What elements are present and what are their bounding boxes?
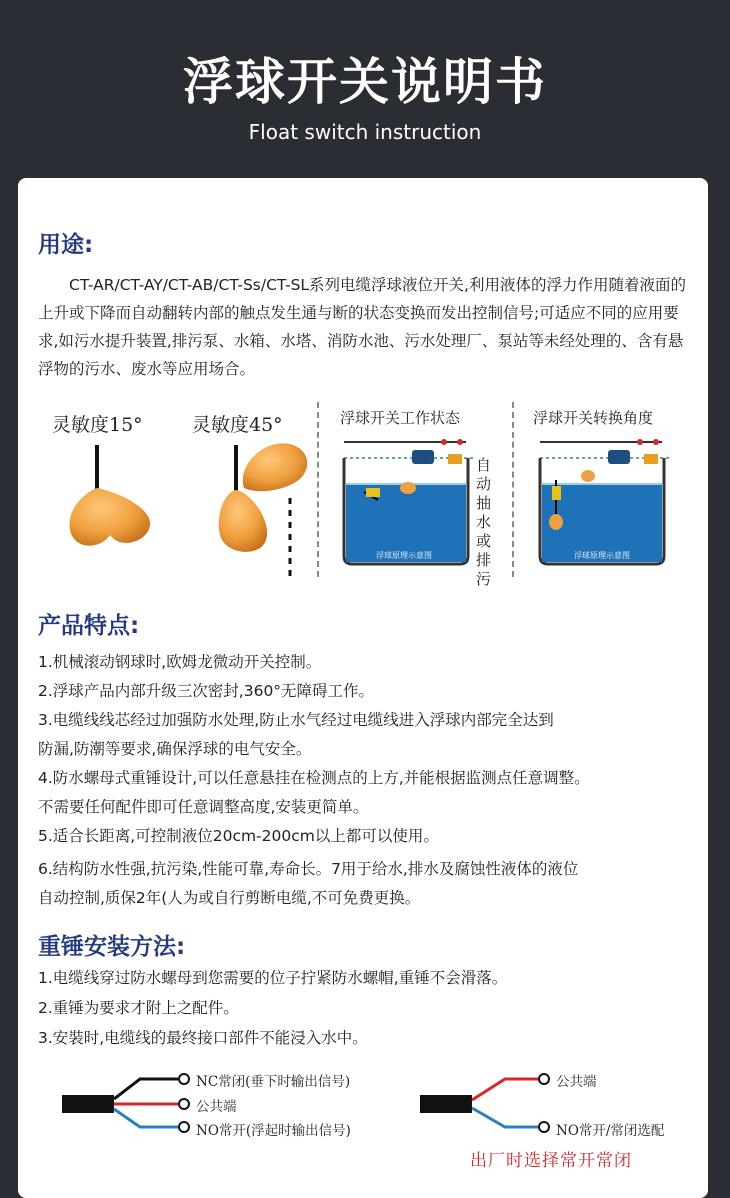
wire-right-common-label: 公共端 [556, 1074, 597, 1090]
float-ball-45-low-icon [219, 490, 267, 552]
tank-diagram-2 [540, 436, 680, 566]
install-line: 3.安裝时,电缆线的最终接口部件不能浸入水中。 [38, 1029, 368, 1047]
install-heading: 重锤安装方法: [38, 934, 186, 960]
feature-line: 6.结构防水性强,抗污染,性能可靠,寿命长。7用于给水,排水及腐蚀性液体的液位 [38, 860, 579, 878]
tank-caption-2: 浮球原理示意图 [574, 551, 630, 560]
tank-caption-1: 浮球原理示意图 [376, 551, 432, 560]
page-subtitle: Float switch instruction [248, 120, 482, 144]
terminal-icon [539, 1074, 549, 1084]
faucet-icon [448, 454, 462, 464]
float-ball-15-icon [69, 488, 150, 546]
working-state-title: 浮球开关工作状态 [340, 409, 461, 427]
feature-line: 自动控制,质保2年(人为或自行剪断电缆,不可免费更换。 [38, 889, 421, 907]
install-line: 1.电缆线穿过防水螺母到您需要的位子拧紧防水螺帽,重锤不会滑落。 [38, 969, 508, 987]
page-title: 浮球开关说明书 [183, 53, 547, 111]
terminal-icon [179, 1099, 189, 1109]
install-line: 2.重锤为要求才附上之配件。 [38, 999, 239, 1017]
feature-line: 3.电缆线线芯经过加强防水处理,防止水气经过电缆线进入浮球内部完全达到 [38, 711, 554, 729]
divider-1 [317, 402, 319, 577]
cable-right [420, 1095, 472, 1113]
tank-diagram-1 [344, 436, 484, 566]
float-ball-45-high-icon [243, 443, 307, 491]
features-heading: 产品特点: [38, 613, 140, 639]
cable-left [62, 1095, 114, 1113]
pump-icon [412, 450, 434, 464]
sensitivity-45-label: 灵敏度45° [192, 414, 283, 436]
feature-line: 不需要任何配件即可任意调整高度,安装更简单。 [38, 798, 369, 816]
usage-text: CT-AR/CT-AY/CT-AB/CT-Ss/CT-SL系列电缆浮球液位开关,利用液体的浮力作用随着液面的上升或下降而自动翻转内部的触点发生通与断的状态变换而发出控制信号;可适应不同的应用要求,如污水提升装置,排污泵、水箱、水塔、消防水池、污水处理厂、泵站等未经处理的、含有悬浮物的污水、废水等应用场合。 [38, 276, 686, 378]
usage-heading: 用途: [38, 232, 94, 258]
feature-line: 4.防水螺母式重锤设计,可以任意悬挂在检测点的上方,并能根据监测点任意调整。 [38, 769, 590, 787]
factory-note: 出厂时选择常开常闭 [470, 1151, 632, 1171]
auto-pump-label: 自动抽水或排污 [476, 456, 492, 588]
wire-nc-label: NC常闭(垂下时输出信号) [196, 1074, 351, 1090]
float-high-icon [581, 470, 595, 482]
divider-2 [512, 402, 514, 577]
feature-line: 防漏,防潮等要求,确保浮球的电气安全。 [38, 740, 312, 758]
float-low-icon [549, 514, 563, 530]
feature-line: 5.适合长距离,可控制液位20cm-200cm以上都可以使用。 [38, 827, 439, 845]
switch-angle-title: 浮球开关转换角度 [533, 409, 654, 427]
terminal-icon [179, 1074, 189, 1084]
wire-no-label: NO常开(浮起时输出信号) [196, 1123, 351, 1139]
sensitivity-15-label: 灵敏度15° [52, 414, 143, 436]
feature-line: 2.浮球产品内部升级三次密封,360°无障碍工作。 [38, 682, 375, 700]
float-icon [400, 482, 416, 494]
wire-common-label: 公共端 [196, 1099, 237, 1115]
faucet-icon-2 [644, 454, 658, 464]
wire-right-no-nc-label: NO常开/常闭选配 [556, 1123, 665, 1139]
terminal-icon [539, 1122, 549, 1132]
feature-line: 1.机械滚动钢球时,欧姆龙微动开关控制。 [38, 653, 322, 671]
terminal-icon [179, 1122, 189, 1132]
pump-icon-2 [608, 450, 630, 464]
